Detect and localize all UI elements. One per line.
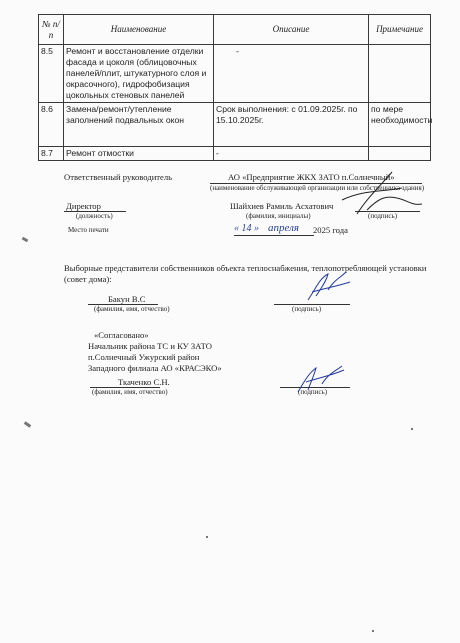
row-num: 8.6 [39, 103, 64, 147]
row-note [369, 45, 431, 103]
date-month: апреля [268, 222, 300, 234]
header-desc: Описание [214, 15, 369, 45]
stamp-place: Место печати [68, 226, 109, 234]
row-note: по мере необходимости [369, 103, 431, 147]
header-num: № п/п [39, 15, 64, 45]
row-num: 8.7 [39, 147, 64, 161]
table-row [39, 147, 431, 161]
position: Директор [66, 201, 101, 211]
director-signature [322, 170, 432, 225]
approved-name: Ткаченко С.Н. [118, 377, 170, 387]
org-name: АО «Предприятие ЖКХ ЗАТО п.Солнечный» [228, 172, 395, 182]
row-name: Ремонт и восстановление отделки фасада и цоколя (облицовочных панелей/плит, штукатурного слоя и окрасочного), гидрофобизация цокольных стеновых панелей [64, 45, 214, 103]
owner-name: Бакун В.С [108, 294, 146, 304]
approved-line-1: Начальник района ТС и КУ ЗАТО [88, 341, 212, 351]
org-caption: (наименование обслуживающей организации или собственника здания) [210, 184, 425, 192]
date-day: « 14 » [234, 223, 259, 234]
row-desc: Срок выполнения: с 01.09.2025г. по 15.10.2025г. [214, 103, 369, 147]
owner-signature-caption: (подпись) [292, 305, 322, 313]
approved-line-2: п.Солнечный Ужурский район [88, 352, 200, 362]
row-name: Ремонт отмостки [64, 147, 214, 161]
approved-signature-caption: (подпись) [298, 388, 328, 396]
row-note [369, 147, 431, 161]
position-caption: (должность) [76, 212, 113, 220]
signature-caption: (подпись) [368, 212, 398, 220]
approved-signature [288, 362, 358, 398]
owners-text: Выборные представители собственников объекта теплоснабжения, теплопотребляющей установки (совет дома): [64, 263, 427, 284]
name-caption: (фамилия, инициалы) [246, 212, 311, 220]
row-desc: - [214, 147, 369, 161]
approved-name-caption: (фамилия, имя, отчество) [92, 388, 168, 396]
row-desc: - [214, 45, 369, 103]
table-row [39, 45, 431, 103]
resp-label: Ответственный руководитель [64, 172, 173, 182]
owner-signature [298, 270, 358, 310]
approved-line-3: Западного филиала АО «КРАСЭКО» [88, 363, 222, 373]
row-name: Замена/ремонт/утепление заполнений подвальных окон [64, 103, 214, 147]
header-name: Наименование [64, 15, 214, 45]
date-year: 2025 года [313, 225, 348, 235]
header-note: Примечание [369, 15, 431, 45]
approved-title: «Согласовано» [94, 330, 149, 340]
resp-name: Шайхиев Рамиль Асхатович [230, 201, 334, 211]
owner-name-caption: (фамилия, имя, отчество) [94, 305, 170, 313]
table-row [39, 103, 431, 147]
works-table [38, 14, 431, 161]
table-header-row [39, 15, 431, 45]
row-num: 8.5 [39, 45, 64, 103]
